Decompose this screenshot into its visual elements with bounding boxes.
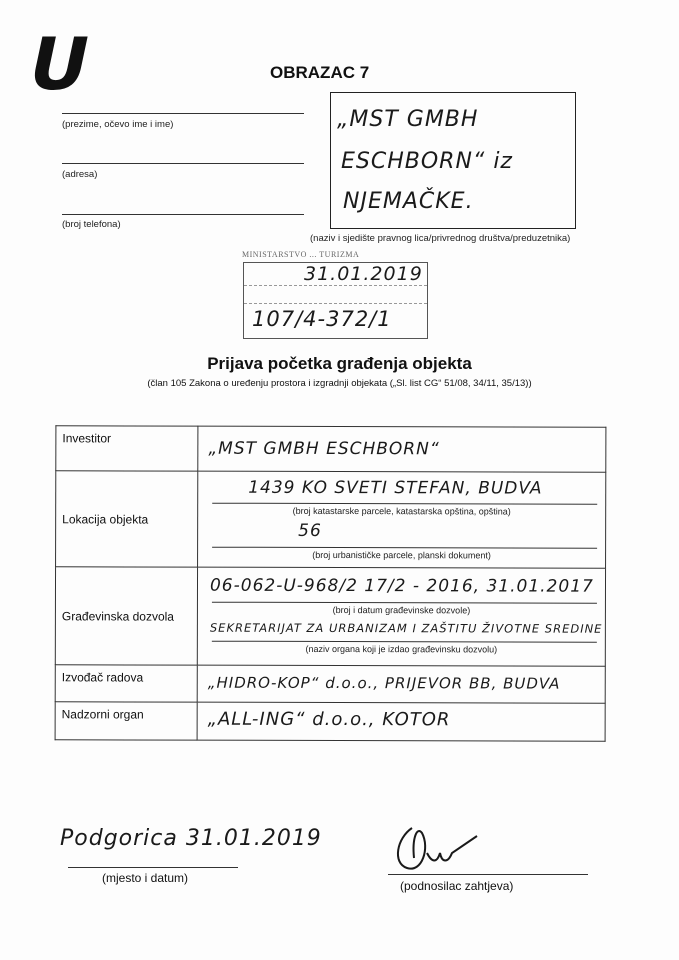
row-label: Lokacija objekta (56, 471, 198, 567)
form-title: OBRAZAC 7 (270, 63, 370, 82)
applicant-phone-line[interactable] (62, 214, 304, 215)
handwritten-mark: U (21, 22, 98, 106)
permit-issuer-caption: (naziv organa koji je izdao građevinsku dozvolu) (305, 643, 498, 655)
place-date-line[interactable] (68, 867, 238, 868)
table-row-lokacija (56, 471, 606, 568)
applicant-address-label: (adresa) (62, 169, 98, 180)
applicant-phone-label: (broj telefona) (62, 219, 121, 230)
place-date-value: Podgorica 31.01.2019 (60, 826, 322, 851)
applicant-address-line[interactable] (62, 163, 304, 164)
table-row-nadzorni (55, 702, 605, 741)
permit-number-value: 06-062-U-968/2 17/2 - 2016, 31.01.2017 (209, 575, 594, 597)
contractor-value: „HIDRO-KOP“ d.o.o., PRIJEVOR BB, BUDVA (207, 673, 561, 693)
permit-field[interactable] (197, 567, 605, 666)
permit-number-caption: (broj i datum građevinske dozvole) (332, 605, 471, 616)
permit-issuer-value: SEKRETARIJAT ZA URBANIZAM I ZAŠTITU ŽIVOTNE SREDINE (209, 620, 603, 636)
signature-icon (392, 818, 492, 878)
table-row-dozvola (55, 567, 605, 666)
legal-entity-caption: (naziv i sjedište pravnog lica/privrednog društva/preduzetnika) (310, 233, 571, 244)
investor-field[interactable] (198, 426, 606, 472)
legal-entity-box[interactable] (330, 92, 576, 229)
location-urban-value: 56 (298, 520, 322, 541)
row-label: Investitor (56, 426, 198, 471)
location-parcel-value: 1439 KO SVETI STEFAN, BUDVA (248, 477, 543, 499)
supervisor-value: „ALL-ING“ d.o.o., KOTOR (207, 708, 451, 731)
signature-line[interactable] (388, 874, 588, 875)
legal-entity-line-3: NJEMAČKE. (343, 189, 474, 214)
supervisor-field[interactable] (197, 702, 605, 741)
place-date-caption: (mjesto i datum) (102, 871, 189, 885)
table-row-investitor (56, 426, 606, 472)
legal-entity-line-1: „MST GMBH (337, 107, 479, 132)
location-urban-caption: (broj urbanističke parcele, planski dokument) (312, 549, 491, 561)
table-row-izvodac (55, 665, 605, 703)
row-label: Građevinska dozvola (55, 567, 197, 665)
location-parcel-caption: (broj katastarske parcele, katastarska opština, opština) (292, 505, 511, 517)
registry-stamp (243, 262, 428, 339)
applicant-name-line[interactable] (62, 113, 304, 114)
application-table (55, 425, 607, 741)
stamp-date: 31.01.2019 (304, 263, 423, 285)
document-subtitle: (član 105 Zakona o uređenju prostora i izgradnji objekata („Sl. list CG“ 51/08, 34/11, 35/13)) (147, 378, 532, 389)
legal-entity-line-2: ESCHBORN“ iz (341, 149, 513, 174)
stamp-header: MINISTARSTVO ... TURIZMA (242, 250, 360, 259)
applicant-name-label: (prezime, očevo ime i ime) (62, 119, 174, 130)
contractor-field[interactable] (197, 665, 605, 703)
location-field[interactable] (198, 471, 606, 568)
document-title: Prijava početka građenja objekta (207, 354, 472, 373)
investor-value: „MST GMBH ESCHBORN“ (208, 438, 440, 460)
stamp-number: 107/4-372/1 (252, 307, 392, 331)
signature-caption: (podnosilac zahtjeva) (400, 879, 514, 893)
row-label: Nadzorni organ (55, 702, 197, 740)
row-label: Izvođač radova (55, 665, 197, 702)
